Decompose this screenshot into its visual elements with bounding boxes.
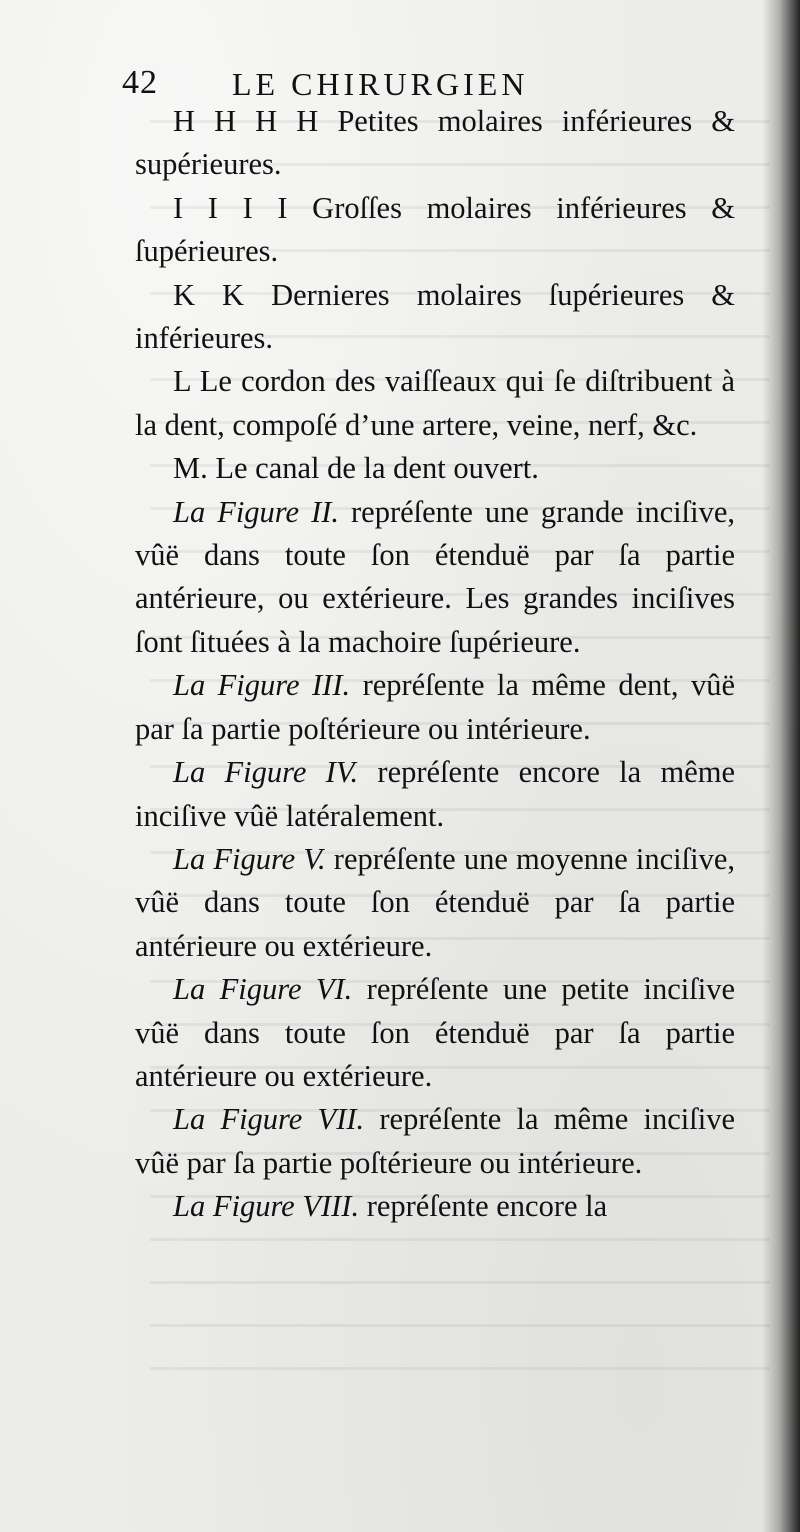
- legend-description: Dernieres molaires ſupérieures & inférieures.: [135, 277, 735, 356]
- paragraph: [135, 1185, 735, 1228]
- figure-description: repréſente la même dent, vûë par ſa partie poſtérieure ou intérieure.: [135, 668, 736, 746]
- figure-reference: La Figure III.: [173, 668, 351, 703]
- figure-reference: La Figure VI.: [173, 972, 353, 1007]
- paragraph: [135, 274, 735, 361]
- page-edge-shadow: [762, 0, 800, 1532]
- legend-letters: H H H H: [173, 104, 319, 138]
- figure-description: repréſente une petite inciſive vûë dans toute ſon étenduë par ſa partie antérieure ou extérieure.: [135, 972, 735, 1093]
- legend-letters: L: [173, 364, 191, 399]
- legend-description: Groſſes molaires inférieures & ſupérieures.: [135, 190, 735, 269]
- figure-reference: La Figure VII.: [173, 1102, 365, 1137]
- figure-reference: La Figure VIII.: [173, 1189, 360, 1224]
- legend-letters: K K: [173, 277, 245, 312]
- running-title: LE CHIRURGIEN: [232, 66, 529, 102]
- paragraph: [135, 100, 735, 187]
- paragraph: [135, 751, 735, 838]
- figure-description: repréſente une grande inciſive, vûë dans toute ſon étenduë par ſa partie antérieure, ou extérieure. Les grandes inciſives ſont ſituées à la machoire ſupérieure.: [135, 494, 735, 659]
- paragraph: [135, 360, 735, 447]
- paragraph: [135, 1098, 735, 1185]
- paragraph: [135, 968, 735, 1098]
- figure-reference: La Figure V.: [173, 841, 326, 876]
- legend-letters: I I I I: [173, 190, 288, 225]
- legend-letters: M.: [173, 451, 208, 486]
- page-body-text: [135, 100, 735, 1229]
- paragraph: [135, 491, 735, 665]
- figure-description: repréſente la même inciſive vûë par ſa partie poſtérieure ou intérieure.: [135, 1102, 735, 1180]
- legend-description: Le cordon des vaiſſeaux qui ſe diſtribuent à la dent, compoſé d’une artere, veine, nerf, &c.: [135, 364, 735, 442]
- paragraph: [135, 447, 735, 490]
- paragraph: [135, 838, 735, 968]
- paragraph: [135, 664, 735, 751]
- legend-description: Le canal de la dent ouvert.: [207, 451, 539, 486]
- figure-description: repréſente une moyenne inciſive, vûë dans toute ſon étenduë par ſa partie antérieure ou extérieure.: [135, 841, 736, 963]
- legend-description: Petites molaires inférieures & supérieures.: [135, 104, 735, 182]
- figure-description: repréſente encore la même inciſive vûë latéralement.: [135, 755, 735, 833]
- paragraph: [135, 187, 735, 274]
- figure-reference: La Figure II.: [173, 494, 340, 529]
- figure-description: repréſente encore la: [359, 1189, 608, 1224]
- page-number: 42: [122, 64, 158, 101]
- figure-reference: La Figure IV.: [173, 755, 359, 790]
